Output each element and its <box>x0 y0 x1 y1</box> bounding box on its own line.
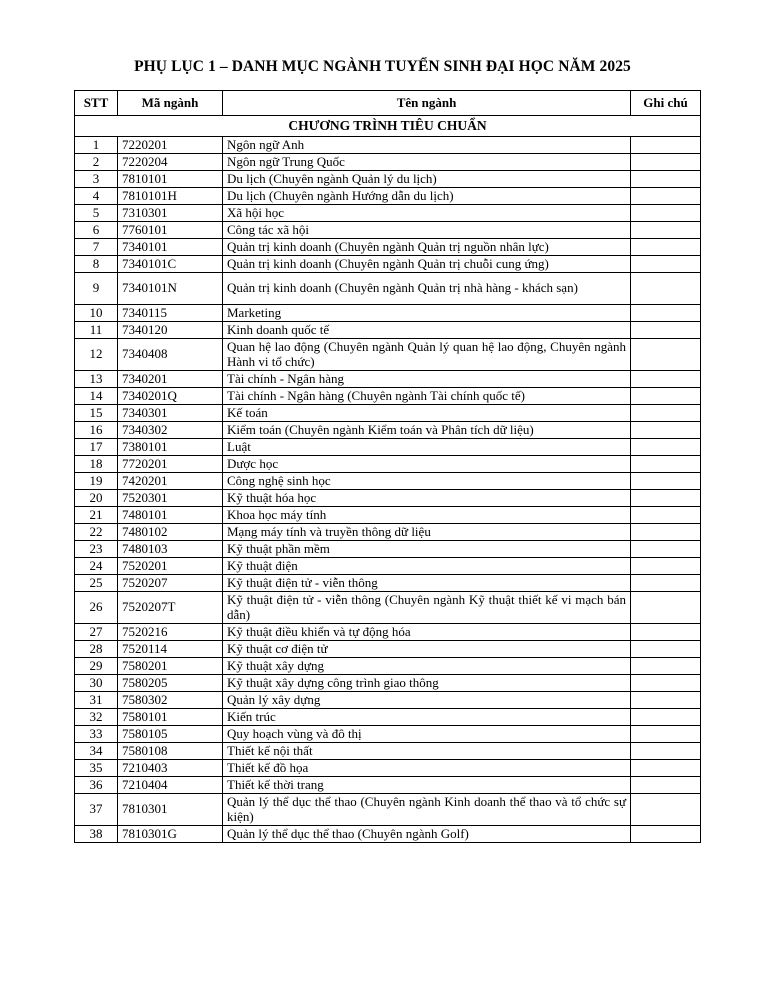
cell-stt: 24 <box>75 558 118 575</box>
cell-stt: 18 <box>75 456 118 473</box>
cell-note <box>631 541 701 558</box>
table-row <box>75 222 701 239</box>
cell-code: 7340301 <box>118 405 223 422</box>
cell-name: Kỹ thuật hóa học <box>223 490 631 507</box>
cell-stt: 13 <box>75 371 118 388</box>
cell-code: 7580101 <box>118 709 223 726</box>
cell-note <box>631 743 701 760</box>
table-row <box>75 507 701 524</box>
cell-code: 7580105 <box>118 726 223 743</box>
header-code: Mã ngành <box>118 91 223 116</box>
cell-code: 7340120 <box>118 322 223 339</box>
cell-stt: 6 <box>75 222 118 239</box>
cell-code: 7210404 <box>118 777 223 794</box>
cell-name: Kỹ thuật xây dựng công trình giao thông <box>223 675 631 692</box>
cell-stt: 36 <box>75 777 118 794</box>
cell-code: 7810101 <box>118 171 223 188</box>
cell-note <box>631 777 701 794</box>
cell-note <box>631 575 701 592</box>
cell-stt: 20 <box>75 490 118 507</box>
cell-name: Marketing <box>223 305 631 322</box>
cell-name: Quản trị kinh doanh (Chuyên ngành Quản trị nguồn nhân lực) <box>223 239 631 256</box>
cell-note <box>631 422 701 439</box>
cell-code: 7760101 <box>118 222 223 239</box>
cell-code: 7580201 <box>118 658 223 675</box>
cell-stt: 1 <box>75 137 118 154</box>
cell-code: 7380101 <box>118 439 223 456</box>
header-note: Ghi chú <box>631 91 701 116</box>
table-row <box>75 658 701 675</box>
cell-code: 7340101C <box>118 256 223 273</box>
cell-stt: 34 <box>75 743 118 760</box>
cell-note <box>631 658 701 675</box>
cell-note <box>631 507 701 524</box>
cell-note <box>631 524 701 541</box>
cell-stt: 3 <box>75 171 118 188</box>
cell-note <box>631 305 701 322</box>
table-row <box>75 709 701 726</box>
cell-code: 7520301 <box>118 490 223 507</box>
cell-code: 7810101H <box>118 188 223 205</box>
table-row <box>75 171 701 188</box>
cell-name: Quy hoạch vùng và đô thị <box>223 726 631 743</box>
cell-stt: 26 <box>75 592 118 624</box>
table-row <box>75 388 701 405</box>
cell-stt: 32 <box>75 709 118 726</box>
table-row <box>75 205 701 222</box>
table-row <box>75 305 701 322</box>
table-row <box>75 405 701 422</box>
cell-name: Tài chính - Ngân hàng (Chuyên ngành Tài chính quốc tế) <box>223 388 631 405</box>
cell-name: Dược học <box>223 456 631 473</box>
table-row <box>75 826 701 843</box>
cell-name: Kỹ thuật điện <box>223 558 631 575</box>
cell-code: 7520114 <box>118 641 223 658</box>
cell-stt: 27 <box>75 624 118 641</box>
cell-code: 7420201 <box>118 473 223 490</box>
cell-stt: 5 <box>75 205 118 222</box>
cell-note <box>631 222 701 239</box>
cell-name: Thiết kế đồ họa <box>223 760 631 777</box>
cell-stt: 29 <box>75 658 118 675</box>
table-row <box>75 188 701 205</box>
cell-note <box>631 439 701 456</box>
cell-note <box>631 322 701 339</box>
cell-name: Quản lý thể dục thể thao (Chuyên ngành Golf) <box>223 826 631 843</box>
cell-name: Kiến trúc <box>223 709 631 726</box>
cell-code: 7720201 <box>118 456 223 473</box>
table-row <box>75 456 701 473</box>
cell-code: 7310301 <box>118 205 223 222</box>
cell-note <box>631 558 701 575</box>
table-row <box>75 239 701 256</box>
table-row <box>75 273 701 305</box>
cell-name: Xã hội học <box>223 205 631 222</box>
page-title: PHỤ LỤC 1 – DANH MỤC NGÀNH TUYỂN SINH ĐẠI HỌC NĂM 2025 <box>134 58 631 75</box>
cell-code: 7520207 <box>118 575 223 592</box>
table-row <box>75 675 701 692</box>
cell-code: 7340302 <box>118 422 223 439</box>
cell-name: Quan hệ lao động (Chuyên ngành Quản lý quan hệ lao động, Chuyên ngành Hành vi tổ chức) <box>223 339 631 371</box>
cell-code: 7520207T <box>118 592 223 624</box>
table-row <box>75 256 701 273</box>
cell-stt: 12 <box>75 339 118 371</box>
cell-note <box>631 388 701 405</box>
table-row <box>75 339 701 371</box>
cell-note <box>631 726 701 743</box>
cell-note <box>631 188 701 205</box>
cell-code: 7340115 <box>118 305 223 322</box>
cell-note <box>631 641 701 658</box>
cell-name: Mạng máy tính và truyền thông dữ liệu <box>223 524 631 541</box>
cell-code: 7520201 <box>118 558 223 575</box>
table-row <box>75 743 701 760</box>
majors-table <box>74 90 701 843</box>
cell-stt: 31 <box>75 692 118 709</box>
table-row <box>75 154 701 171</box>
cell-code: 7480101 <box>118 507 223 524</box>
cell-name: Kỹ thuật điều khiển và tự động hóa <box>223 624 631 641</box>
cell-note <box>631 794 701 826</box>
cell-stt: 16 <box>75 422 118 439</box>
cell-name: Quản trị kinh doanh (Chuyên ngành Quản trị nhà hàng - khách sạn) <box>223 273 631 305</box>
table-header-row <box>75 91 701 116</box>
table-row <box>75 794 701 826</box>
cell-stt: 37 <box>75 794 118 826</box>
cell-code: 7340101 <box>118 239 223 256</box>
cell-name: Kinh doanh quốc tế <box>223 322 631 339</box>
header-name: Tên ngành <box>223 91 631 116</box>
cell-note <box>631 490 701 507</box>
cell-name: Du lịch (Chuyên ngành Hướng dẫn du lịch) <box>223 188 631 205</box>
cell-note <box>631 592 701 624</box>
cell-name: Thiết kế nội thất <box>223 743 631 760</box>
cell-stt: 17 <box>75 439 118 456</box>
cell-code: 7480102 <box>118 524 223 541</box>
cell-name: Du lịch (Chuyên ngành Quản lý du lịch) <box>223 171 631 188</box>
table-row <box>75 490 701 507</box>
cell-note <box>631 273 701 305</box>
cell-stt: 35 <box>75 760 118 777</box>
cell-stt: 7 <box>75 239 118 256</box>
cell-note <box>631 624 701 641</box>
cell-stt: 8 <box>75 256 118 273</box>
table-row <box>75 473 701 490</box>
table-row <box>75 371 701 388</box>
cell-stt: 28 <box>75 641 118 658</box>
cell-name: Luật <box>223 439 631 456</box>
cell-stt: 2 <box>75 154 118 171</box>
cell-stt: 14 <box>75 388 118 405</box>
cell-code: 7520216 <box>118 624 223 641</box>
cell-name: Quản trị kinh doanh (Chuyên ngành Quản trị chuỗi cung ứng) <box>223 256 631 273</box>
cell-stt: 33 <box>75 726 118 743</box>
cell-name: Kỹ thuật điện tử - viễn thông (Chuyên ngành Kỹ thuật thiết kế vi mạch bán dẫn) <box>223 592 631 624</box>
cell-name: Ngôn ngữ Anh <box>223 137 631 154</box>
section-row <box>75 116 701 137</box>
cell-name: Ngôn ngữ Trung Quốc <box>223 154 631 171</box>
cell-note <box>631 675 701 692</box>
cell-note <box>631 171 701 188</box>
cell-code: 7810301 <box>118 794 223 826</box>
cell-name: Kế toán <box>223 405 631 422</box>
cell-code: 7580205 <box>118 675 223 692</box>
cell-note <box>631 760 701 777</box>
table-row <box>75 726 701 743</box>
cell-name: Tài chính - Ngân hàng <box>223 371 631 388</box>
cell-name: Kỹ thuật cơ điện tử <box>223 641 631 658</box>
cell-stt: 23 <box>75 541 118 558</box>
cell-name: Kỹ thuật xây dựng <box>223 658 631 675</box>
section-title: CHƯƠNG TRÌNH TIÊU CHUẨN <box>75 116 701 137</box>
table-row <box>75 760 701 777</box>
cell-code: 7810301G <box>118 826 223 843</box>
table-row <box>75 541 701 558</box>
cell-code: 7340201 <box>118 371 223 388</box>
table-row <box>75 137 701 154</box>
cell-note <box>631 826 701 843</box>
header-stt: STT <box>75 91 118 116</box>
table-row <box>75 624 701 641</box>
table-row <box>75 692 701 709</box>
cell-stt: 22 <box>75 524 118 541</box>
cell-code: 7340408 <box>118 339 223 371</box>
cell-name: Kỹ thuật phần mềm <box>223 541 631 558</box>
cell-note <box>631 692 701 709</box>
table-row <box>75 422 701 439</box>
cell-code: 7340201Q <box>118 388 223 405</box>
cell-stt: 19 <box>75 473 118 490</box>
cell-stt: 21 <box>75 507 118 524</box>
cell-note <box>631 239 701 256</box>
cell-note <box>631 405 701 422</box>
cell-name: Quản lý xây dựng <box>223 692 631 709</box>
cell-stt: 15 <box>75 405 118 422</box>
cell-note <box>631 456 701 473</box>
cell-code: 7210403 <box>118 760 223 777</box>
table-row <box>75 592 701 624</box>
cell-name: Quản lý thể dục thể thao (Chuyên ngành Kinh doanh thể thao và tổ chức sự kiện) <box>223 794 631 826</box>
cell-note <box>631 473 701 490</box>
cell-note <box>631 709 701 726</box>
cell-stt: 10 <box>75 305 118 322</box>
cell-stt: 11 <box>75 322 118 339</box>
table-row <box>75 575 701 592</box>
cell-stt: 30 <box>75 675 118 692</box>
cell-note <box>631 137 701 154</box>
cell-code: 7340101N <box>118 273 223 305</box>
cell-stt: 38 <box>75 826 118 843</box>
cell-code: 7580302 <box>118 692 223 709</box>
cell-stt: 9 <box>75 273 118 305</box>
cell-name: Công tác xã hội <box>223 222 631 239</box>
cell-code: 7480103 <box>118 541 223 558</box>
table-row <box>75 439 701 456</box>
cell-name: Kiểm toán (Chuyên ngành Kiểm toán và Phân tích dữ liệu) <box>223 422 631 439</box>
cell-note <box>631 339 701 371</box>
cell-name: Thiết kế thời trang <box>223 777 631 794</box>
cell-code: 7580108 <box>118 743 223 760</box>
cell-name: Kỹ thuật điện tử - viễn thông <box>223 575 631 592</box>
table-row <box>75 322 701 339</box>
cell-code: 7220201 <box>118 137 223 154</box>
cell-stt: 25 <box>75 575 118 592</box>
cell-name: Công nghệ sinh học <box>223 473 631 490</box>
cell-note <box>631 154 701 171</box>
table-row <box>75 558 701 575</box>
table-row <box>75 524 701 541</box>
cell-code: 7220204 <box>118 154 223 171</box>
cell-stt: 4 <box>75 188 118 205</box>
cell-note <box>631 205 701 222</box>
table-row <box>75 777 701 794</box>
table-row <box>75 641 701 658</box>
cell-name: Khoa học máy tính <box>223 507 631 524</box>
cell-note <box>631 256 701 273</box>
cell-note <box>631 371 701 388</box>
